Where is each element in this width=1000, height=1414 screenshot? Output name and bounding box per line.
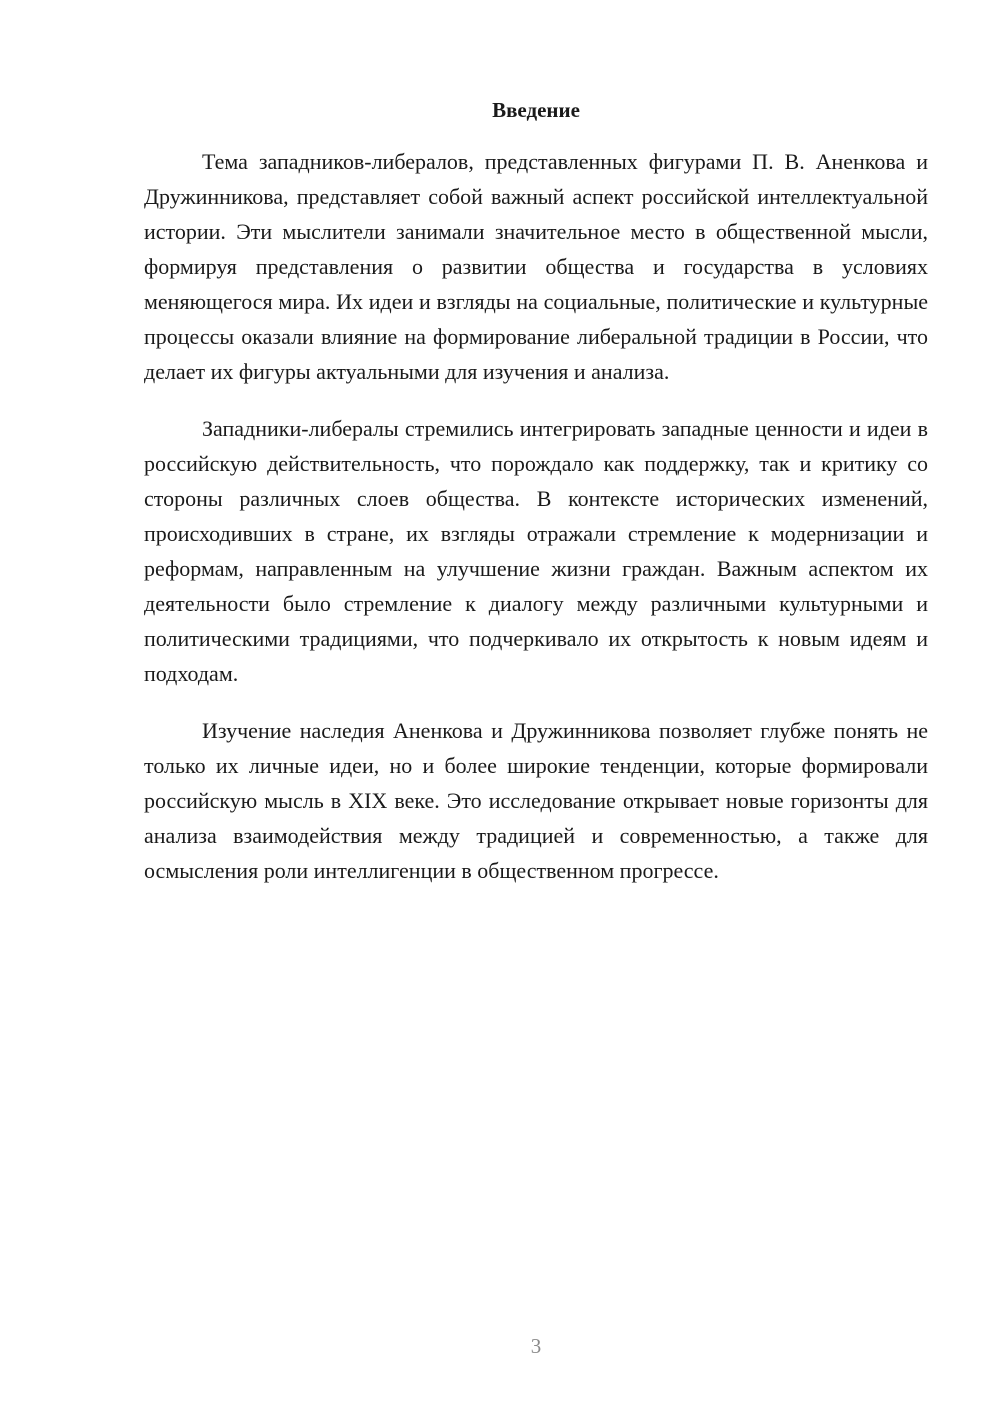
page-title: Введение bbox=[492, 98, 580, 122]
page-content bbox=[144, 92, 928, 910]
paragraph-2: Западники-либералы стремились интегрировать западные ценности и идеи в российскую действительность, что порождало как поддержку, так и критику со стороны различных слоев общества. В контексте исторических изменений, происходивших в стране, их взгляды отражали стремление к модернизации и реформам, направленным на улучшение жизни граждан. Важным аспектом их деятельности было стремление к диалогу между различными культурными и политическими традициями, что подчеркивало их открытость к новым идеям и подходам. bbox=[144, 416, 928, 686]
page-number: 3 bbox=[530, 1334, 542, 1358]
paragraph-1: Тема западников-либералов, представленных фигурами П. В. Аненкова и Дружинникова, представляет собой важный аспект российской интеллектуальной истории. Эти мыслители занимали значительное место в общественной мысли, формируя представления о развитии общества и государства в условиях меняющегося мира. Их идеи и взгляды на социальные, политические и культурные процессы оказали влияние на формирование либеральной традиции в России, что делает их фигуры актуальными для изучения и анализа. bbox=[144, 149, 928, 384]
paragraph-3: Изучение наследия Аненкова и Дружинникова позволяет глубже понять не только их личные идеи, но и более широкие тенденции, которые формировали российскую мысль в XIX веке. Это исследование открывает новые горизонты для анализа взаимодействия между традицией и современностью, а также для осмысления роли интеллигенции в общественном прогрессе. bbox=[144, 718, 928, 883]
